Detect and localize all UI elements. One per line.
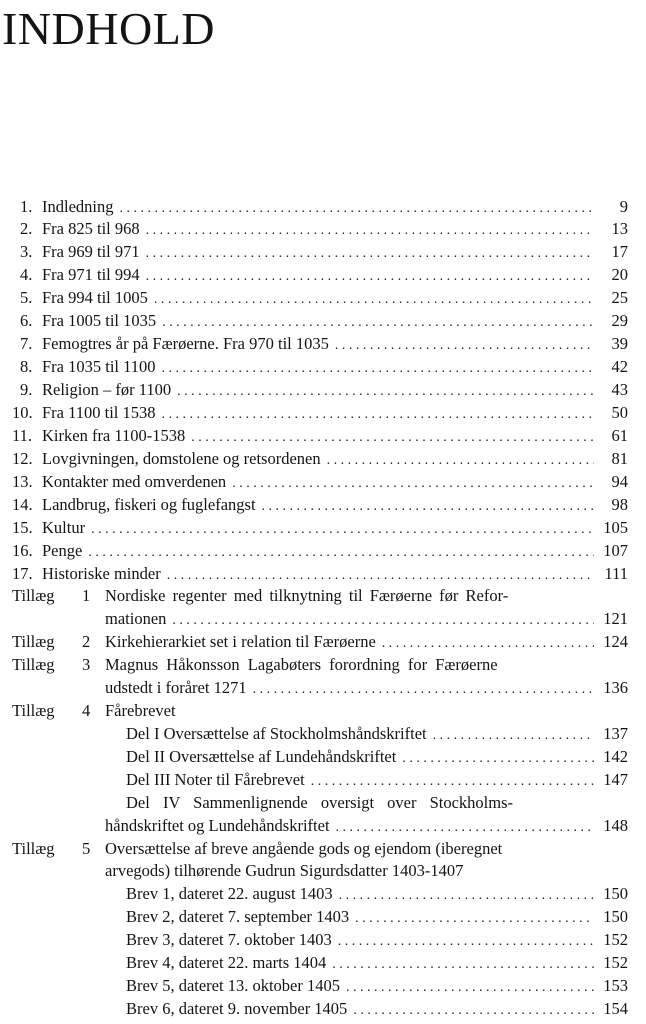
toc-entry-title: Del II Oversættelse af Lundehåndskriftet xyxy=(126,747,397,766)
appendix-4-part-3 xyxy=(126,772,628,789)
toc-leader xyxy=(91,523,594,537)
toc-entry-number: 5. xyxy=(20,288,33,307)
toc-leader xyxy=(120,202,595,216)
toc-leader xyxy=(433,729,594,743)
toc-entry-page: 121 xyxy=(603,609,628,628)
appendix-3-title-cont: udstedt i foråret 1271 xyxy=(105,678,247,697)
toc-leader xyxy=(262,500,594,514)
toc-entry-13 xyxy=(12,474,628,491)
toc-entry-page: 9 xyxy=(619,197,628,216)
toc-leader xyxy=(177,385,594,399)
toc-entry-title: Fra 825 til 968 xyxy=(42,219,140,238)
toc-entry-title: Indledning xyxy=(42,197,114,216)
toc-leader xyxy=(332,958,594,972)
toc-entry-3 xyxy=(20,244,628,261)
toc-entry-title: Lovgivningen, domstolene og retsordenen xyxy=(42,449,321,468)
toc-entry-16 xyxy=(12,543,628,560)
appendix-number: 2 xyxy=(82,632,91,651)
toc-leader xyxy=(336,821,594,835)
toc-entry-page: 153 xyxy=(603,976,628,995)
toc-leader xyxy=(402,752,594,766)
toc-entry-title: Femogtres år på Færøerne. Fra 970 til 1035 xyxy=(42,334,329,353)
appendix-5-letter-5 xyxy=(126,978,628,995)
appendix-label: Tillæg xyxy=(12,701,55,720)
toc-entry-title: Religion – før 1100 xyxy=(42,380,172,399)
toc-entry-12 xyxy=(12,451,628,468)
toc-leader xyxy=(253,683,594,697)
appendix-5-title: Oversættelse af breve angående gods og ejendom (iberegnet xyxy=(105,839,503,858)
toc-leader xyxy=(162,408,594,422)
toc-entry-9 xyxy=(20,382,628,399)
toc-entry-title: Kontakter med omverdenen xyxy=(42,472,227,491)
toc-leader xyxy=(88,546,594,560)
toc-leader xyxy=(191,431,594,445)
appendix-number: 1 xyxy=(82,586,91,605)
toc-entry-number: 3. xyxy=(20,242,33,261)
toc-leader xyxy=(355,912,594,926)
toc-entry-page: 136 xyxy=(603,678,628,697)
toc-entry-page: 98 xyxy=(611,495,628,514)
toc-entry-page: 81 xyxy=(611,449,628,468)
toc-leader xyxy=(146,270,594,284)
appendix-4-part-4-end xyxy=(105,818,628,835)
toc-entry-title-cont: håndskriftet og Lundehåndskriftet xyxy=(105,816,330,835)
toc-entry-page: 17 xyxy=(611,242,628,261)
toc-entry-page: 150 xyxy=(603,884,628,903)
toc-entry-title: Penge xyxy=(42,541,83,560)
toc-entry-page: 43 xyxy=(611,380,628,399)
toc-entry-page: 152 xyxy=(603,930,628,949)
toc-entry-number: 9. xyxy=(20,380,33,399)
toc-entry-page: 39 xyxy=(611,334,628,353)
toc-entry-page: 20 xyxy=(611,265,628,284)
toc-entry-title: Fra 1005 til 1035 xyxy=(42,311,157,330)
toc-entry-7 xyxy=(20,336,628,353)
toc-entry-4 xyxy=(20,267,628,284)
toc-leader xyxy=(338,935,594,949)
appendix-4-part-2 xyxy=(126,749,628,766)
toc-entry-6 xyxy=(20,313,628,330)
toc-leader xyxy=(339,889,594,903)
toc-entry-8 xyxy=(20,359,628,376)
toc-entry-page: 50 xyxy=(611,403,628,422)
toc-entry-number: 7. xyxy=(20,334,33,353)
toc-entry-number: 10. xyxy=(12,403,33,422)
toc-entry-5 xyxy=(20,290,628,307)
toc-leader xyxy=(311,775,594,789)
toc-entry-title: Kirken fra 1100-1538 xyxy=(42,426,186,445)
toc-leader xyxy=(382,637,594,651)
toc-entry-number: 14. xyxy=(12,495,33,514)
toc-leader xyxy=(146,247,594,261)
toc-entry-title: Brev 3, dateret 7. oktober 1403 xyxy=(126,930,332,949)
toc-entry-number: 2. xyxy=(20,219,33,238)
appendix-4-part-4-title: Del IV Sammenlignende oversigt over Stockholms- xyxy=(126,793,514,812)
toc-entry-page: 94 xyxy=(611,472,628,491)
toc-entry-title: Fra 971 til 994 xyxy=(42,265,140,284)
appendix-2 xyxy=(105,634,628,651)
toc-entry-title: Fra 994 til 1005 xyxy=(42,288,148,307)
toc-entry-title: Kultur xyxy=(42,518,86,537)
toc-leader xyxy=(172,614,594,628)
toc-leader xyxy=(167,569,594,583)
appendix-label: Tillæg xyxy=(12,586,55,605)
toc-entry-title: Del III Noter til Fårebrevet xyxy=(126,770,305,789)
appendix-5-letter-6 xyxy=(126,1001,628,1018)
toc-entry-number: 13. xyxy=(12,472,33,491)
toc-entry-page: 111 xyxy=(604,564,628,583)
toc-entry-title: Landbrug, fiskeri og fuglefangst xyxy=(42,495,256,514)
appendix-number: 3 xyxy=(82,655,91,674)
toc-entry-title: Fra 969 til 971 xyxy=(42,242,140,261)
appendix-5-letter-2 xyxy=(126,909,628,926)
toc-entry-page: 124 xyxy=(603,632,628,651)
appendix-5-letter-1 xyxy=(126,886,628,903)
toc-leader xyxy=(162,362,594,376)
appendix-5-title-cont: arvegods) tilhørende Gudrun Sigurdsdatter 1403-1407 xyxy=(105,861,464,880)
toc-leader xyxy=(353,1004,594,1018)
toc-entry-page: 61 xyxy=(611,426,628,445)
appendix-3-end xyxy=(105,680,628,697)
toc-entry-page: 152 xyxy=(603,953,628,972)
toc-entry-title: Fra 1100 til 1538 xyxy=(42,403,156,422)
toc-entry-17 xyxy=(12,566,628,583)
toc-entry-page: 29 xyxy=(611,311,628,330)
toc-entry-page: 142 xyxy=(603,747,628,766)
toc-entry-title: Del I Oversættelse af Stockholmshåndskriftet xyxy=(126,724,427,743)
appendix-3-title: Magnus Håkonsson Lagabøters forordning for Færøerne xyxy=(105,655,498,674)
toc-entry-number: 4. xyxy=(20,265,33,284)
toc-entry-title: Historiske minder xyxy=(42,564,161,583)
appendix-number: 5 xyxy=(82,839,91,858)
toc-entry-page: 137 xyxy=(603,724,628,743)
appendix-number: 4 xyxy=(82,701,91,720)
toc-entry-title: Brev 6, dateret 9. november 1405 xyxy=(126,999,348,1018)
toc-entry-1 xyxy=(20,199,628,216)
toc-entry-10 xyxy=(12,405,628,422)
toc-entry-11 xyxy=(12,428,628,445)
appendix-4-part-1 xyxy=(126,726,628,743)
toc-entry-title: Brev 1, dateret 22. august 1403 xyxy=(126,884,333,903)
toc-entry-number: 11. xyxy=(12,426,33,445)
appendix-label: Tillæg xyxy=(12,839,55,858)
toc-leader xyxy=(232,477,594,491)
toc-entry-page: 42 xyxy=(611,357,628,376)
appendix-1-title-cont: mationen xyxy=(105,609,167,628)
toc-leader xyxy=(335,339,594,353)
toc-entry-page: 13 xyxy=(611,219,628,238)
toc-leader xyxy=(154,293,594,307)
toc-leader xyxy=(162,316,594,330)
page-title: INDHOLD xyxy=(2,3,216,54)
appendix-5-letter-4 xyxy=(126,955,628,972)
toc-leader xyxy=(327,454,594,468)
appendix-5-letter-3 xyxy=(126,932,628,949)
toc-entry-page: 150 xyxy=(603,907,628,926)
toc-entry-15 xyxy=(12,520,628,537)
toc-entry-number: 17. xyxy=(12,564,33,583)
toc-entry-number: 6. xyxy=(20,311,33,330)
toc-entry-title: Brev 4, dateret 22. marts 1404 xyxy=(126,953,327,972)
toc-leader xyxy=(146,224,594,238)
toc-entry-page: 147 xyxy=(603,770,628,789)
appendix-2-title: Kirkehierarkiet set i relation til Færøerne xyxy=(105,632,376,651)
toc-entry-number: 1. xyxy=(20,197,33,216)
toc-entry-title: Brev 5, dateret 13. oktober 1405 xyxy=(126,976,340,995)
toc-entry-number: 8. xyxy=(20,357,33,376)
appendix-4-title: Fårebrevet xyxy=(105,701,176,720)
toc-entry-page: 148 xyxy=(603,816,628,835)
toc-entry-page: 107 xyxy=(603,541,628,560)
toc-entry-title: Fra 1035 til 1100 xyxy=(42,357,156,376)
toc-entry-page: 25 xyxy=(611,288,628,307)
toc-entry-page: 105 xyxy=(603,518,628,537)
toc-entry-number: 16. xyxy=(12,541,33,560)
appendix-label: Tillæg xyxy=(12,655,55,674)
toc-entry-title: Brev 2, dateret 7. september 1403 xyxy=(126,907,350,926)
toc-entry-number: 15. xyxy=(12,518,33,537)
appendix-1-end xyxy=(105,611,628,628)
toc-entry-page: 154 xyxy=(603,999,628,1018)
toc-leader xyxy=(346,981,594,995)
toc-entry-14 xyxy=(12,497,628,514)
appendix-label: Tillæg xyxy=(12,632,55,651)
toc-entry-number: 12. xyxy=(12,449,33,468)
toc-entry-2 xyxy=(20,221,628,238)
appendix-1-title: Nordiske regenter med tilknytning til Færøerne før Refor- xyxy=(105,586,509,605)
